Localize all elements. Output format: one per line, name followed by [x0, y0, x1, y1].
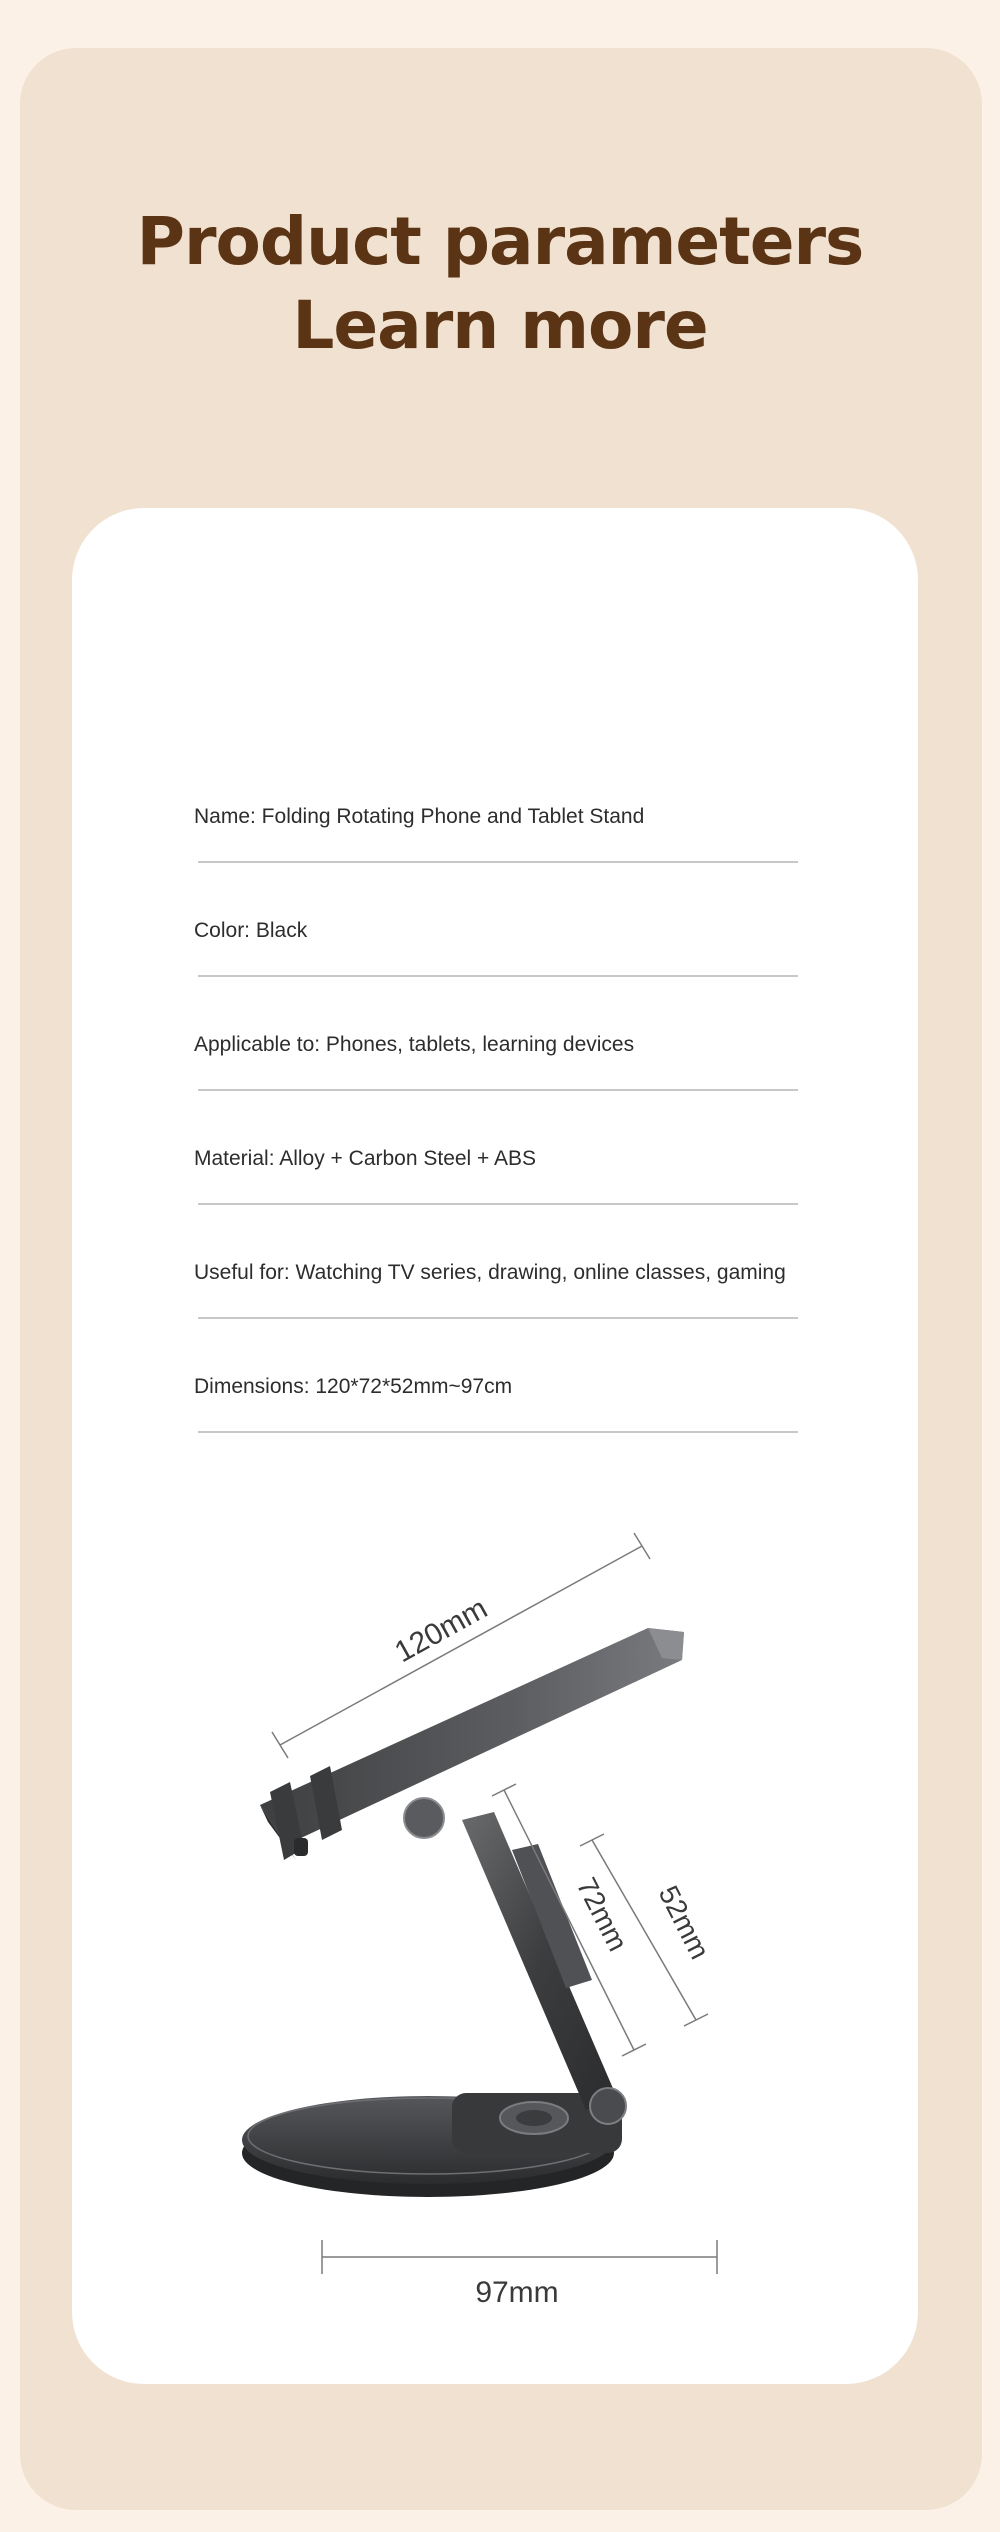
param-name-text: Name: Folding Rotating Phone and Tablet Stand	[194, 805, 645, 828]
param-row-name	[194, 805, 800, 919]
stand-drawing	[72, 1500, 918, 2340]
param-dimensions-text: Dimensions: 120*72*52mm~97cm	[194, 1375, 513, 1398]
dim-tick	[634, 1533, 650, 1559]
dim-label-height-short: 52mm	[652, 1880, 716, 1965]
dim-label-height-tall: 72mm	[570, 1872, 634, 1957]
dim-tick	[580, 1834, 604, 1846]
front-foot	[294, 1838, 308, 1856]
param-color-text: Color: Black	[194, 919, 308, 942]
page-title	[0, 200, 1000, 368]
base-rotation-dial-center	[516, 2110, 552, 2126]
dim-tick	[684, 2014, 708, 2026]
param-applicable-text: Applicable to: Phones, tablets, learning devices	[194, 1033, 635, 1056]
param-material-text: Material: Alloy + Carbon Steel + ABS	[194, 1147, 537, 1170]
dim-tick	[622, 2044, 646, 2056]
param-row-material	[194, 1147, 800, 1261]
param-divider	[198, 861, 798, 863]
param-row-color	[194, 919, 800, 1033]
lower-hinge-knob	[590, 2088, 626, 2124]
param-row-dimensions	[194, 1375, 800, 1489]
upper-hinge-knob	[404, 1798, 444, 1838]
title-line-product-parameters: Product parameters	[136, 203, 864, 280]
dim-label-length: 120mm	[389, 1591, 493, 1670]
title-line-learn-more: Learn more	[292, 287, 708, 364]
param-divider	[198, 1317, 798, 1319]
dim-tick	[492, 1784, 516, 1796]
dim-tick	[272, 1732, 288, 1758]
stand-dimension-illustration	[72, 1500, 918, 2340]
param-divider	[198, 1431, 798, 1433]
param-row-useful-for	[194, 1261, 800, 1375]
param-divider	[198, 975, 798, 977]
dim-label-base: 97mm	[475, 2276, 559, 2309]
param-row-applicable	[194, 1033, 800, 1147]
param-useful-for-text: Useful for: Watching TV series, drawing, online classes, gaming	[194, 1261, 786, 1284]
param-divider	[198, 1089, 798, 1091]
param-divider	[198, 1203, 798, 1205]
